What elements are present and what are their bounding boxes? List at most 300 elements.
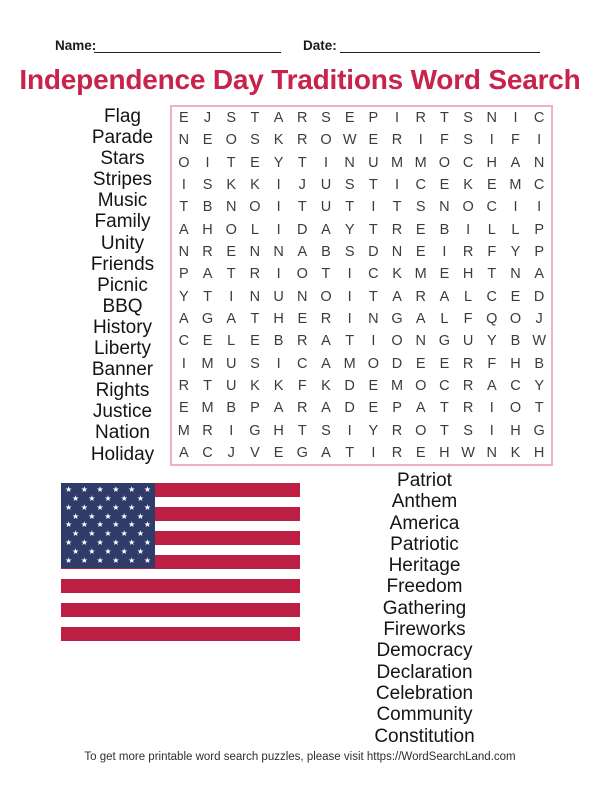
- grid-cell: N: [486, 110, 498, 127]
- grid-cell: C: [439, 377, 450, 394]
- grid-cell: I: [537, 199, 542, 216]
- grid-cell: H: [273, 310, 284, 327]
- grid-cell: J: [535, 310, 543, 327]
- star-icon: ★: [104, 529, 112, 539]
- grid-cell: T: [439, 422, 449, 439]
- grid-cell: I: [276, 221, 281, 238]
- star-icon: ★: [96, 556, 104, 566]
- word-item: Gathering: [382, 597, 467, 619]
- word-list-right: [322, 470, 527, 747]
- word-item: Celebration: [375, 682, 474, 704]
- grid-cell: O: [509, 310, 522, 327]
- star-icon: ★: [65, 502, 73, 512]
- word-item: Picnic: [97, 274, 148, 296]
- grid-cell: E: [179, 400, 189, 417]
- grid-cell: P: [179, 266, 189, 283]
- grid-cell: E: [202, 333, 213, 350]
- grid-cell: H: [462, 266, 474, 283]
- grid-cell: I: [347, 310, 352, 327]
- grid-cell: I: [347, 422, 352, 439]
- grid-cell: I: [371, 333, 376, 350]
- grid-cell: R: [320, 310, 332, 327]
- grid-cell: F: [439, 132, 449, 149]
- grid-cell: J: [203, 110, 212, 127]
- grid-cell: T: [345, 333, 355, 350]
- grid-cell: B: [439, 221, 450, 238]
- grid-cell: R: [297, 132, 308, 149]
- word-item: Stripes: [92, 169, 153, 191]
- grid-cell: R: [462, 400, 474, 417]
- word-item: Anthem: [391, 491, 458, 513]
- grid-cell: S: [463, 110, 473, 127]
- grid-cell: F: [487, 355, 497, 372]
- grid-cell: O: [391, 333, 403, 350]
- grid-cell: I: [513, 199, 518, 216]
- grid-cell: I: [489, 422, 494, 439]
- grid-cell: A: [202, 266, 213, 283]
- grid-cell: N: [415, 333, 426, 350]
- word-item: Justice: [92, 401, 153, 423]
- grid-cell: N: [225, 199, 237, 216]
- grid-cell: M: [343, 355, 356, 372]
- grid-cell: A: [415, 310, 426, 327]
- grid-cell: N: [486, 444, 498, 461]
- grid-cell: M: [201, 400, 214, 417]
- grid-cell: A: [226, 310, 237, 327]
- grid-cell: I: [537, 132, 542, 149]
- grid-cell: Y: [534, 377, 544, 394]
- grid-cell: I: [229, 422, 234, 439]
- grid-cell: T: [226, 154, 236, 171]
- grid-cell: I: [395, 110, 400, 127]
- grid-cell: M: [177, 422, 190, 439]
- star-icon: ★: [143, 556, 151, 566]
- grid-cell: K: [510, 444, 521, 461]
- grid-cell: E: [179, 110, 189, 127]
- grid-cell: S: [250, 355, 260, 372]
- word-item: Holiday: [90, 443, 155, 465]
- star-icon: ★: [120, 547, 128, 557]
- star-icon: ★: [143, 484, 151, 494]
- star-icon: ★: [112, 520, 120, 530]
- grid-cell: A: [273, 110, 284, 127]
- word-item: History: [92, 316, 153, 338]
- star-icon: ★: [136, 493, 144, 503]
- grid-cell: N: [297, 288, 308, 305]
- grid-cell: O: [415, 377, 427, 394]
- grid-cell: O: [320, 132, 332, 149]
- grid-cell: K: [392, 266, 402, 283]
- star-row: [61, 521, 155, 529]
- grid-cell: K: [226, 177, 237, 194]
- grid-cell: A: [179, 221, 189, 238]
- grid-cell: H: [439, 444, 450, 461]
- grid-cell: O: [509, 400, 522, 417]
- grid-cell: R: [391, 221, 403, 238]
- grid-cell: A: [321, 221, 331, 238]
- grid-cell: E: [297, 310, 308, 327]
- grid-cell: I: [181, 355, 186, 372]
- grid-cell: K: [273, 132, 284, 149]
- grid-cell: A: [297, 244, 308, 261]
- grid-cell: B: [510, 333, 521, 350]
- grid-cell: R: [391, 422, 403, 439]
- grid-cell: S: [202, 177, 213, 194]
- grid-cell: R: [462, 377, 474, 394]
- grid-cell: D: [344, 400, 355, 417]
- grid-cell: L: [227, 333, 236, 350]
- flag-red-stripe: [61, 579, 300, 593]
- grid-cell: W: [342, 132, 357, 149]
- grid-cell: O: [415, 422, 427, 439]
- grid-cell: O: [462, 199, 474, 216]
- star-icon: ★: [136, 529, 144, 539]
- grid-cell: T: [226, 266, 236, 283]
- star-row: [61, 548, 155, 556]
- grid-cell: T: [297, 154, 307, 171]
- word-item: Patriot: [397, 470, 452, 491]
- word-item: Community: [376, 704, 473, 726]
- grid-cell: A: [534, 266, 544, 283]
- flag-white-stripe: [61, 617, 300, 627]
- grid-cell: E: [368, 377, 379, 394]
- word-item: BBQ: [102, 295, 143, 317]
- word-item: Patriotic: [390, 533, 459, 555]
- word-item: America: [389, 512, 460, 534]
- grid-cell: R: [415, 110, 426, 127]
- grid-cell: R: [202, 422, 213, 439]
- grid-cell: O: [320, 288, 332, 305]
- grid-cell: L: [440, 310, 449, 327]
- grid-cell: I: [371, 199, 376, 216]
- star-icon: ★: [65, 520, 73, 530]
- grid-cell: A: [321, 355, 331, 372]
- grid-cell: A: [392, 288, 402, 305]
- grid-cell: E: [202, 132, 213, 149]
- grid-cell: E: [415, 355, 426, 372]
- star-icon: ★: [112, 538, 120, 548]
- grid-cell: S: [250, 132, 260, 149]
- grid-cell: A: [179, 444, 189, 461]
- grid-cell: C: [297, 355, 308, 372]
- grid-cell: S: [463, 132, 473, 149]
- grid-cell: T: [368, 177, 378, 194]
- grid-cell: R: [391, 444, 403, 461]
- grid-cell: H: [273, 422, 284, 439]
- grid-cell: S: [226, 110, 237, 127]
- grid-cell: R: [415, 288, 426, 305]
- word-item: Banner: [91, 359, 154, 381]
- grid-cell: Y: [486, 333, 497, 350]
- grid-cell: S: [321, 110, 331, 127]
- grid-cell: D: [391, 355, 403, 372]
- grid-cell: B: [202, 199, 213, 216]
- grid-cell: I: [466, 221, 471, 238]
- grid-cell: U: [225, 377, 237, 394]
- grid-cell: A: [510, 154, 521, 171]
- grid-cell: T: [297, 199, 307, 216]
- grid-cell: D: [368, 244, 379, 261]
- grid-cell: A: [486, 377, 497, 394]
- grid-cell: M: [390, 377, 404, 394]
- grid-cell: T: [345, 444, 355, 461]
- grid-cell: T: [368, 221, 378, 238]
- grid-cell: M: [414, 154, 427, 171]
- grid-cell: C: [178, 333, 190, 350]
- word-item: Unity: [100, 232, 145, 254]
- grid-cell: I: [276, 355, 281, 372]
- grid-cell: E: [368, 132, 379, 149]
- grid-cell: D: [344, 377, 355, 394]
- grid-cell: R: [297, 110, 308, 127]
- grid-cell: L: [464, 288, 473, 305]
- star-icon: ★: [112, 556, 120, 566]
- grid-cell: T: [203, 288, 212, 305]
- word-item: Stars: [100, 148, 145, 170]
- word-item: Fireworks: [383, 619, 466, 641]
- star-icon: ★: [128, 520, 136, 530]
- word-search-grid: [170, 105, 553, 466]
- grid-cell: C: [462, 154, 474, 171]
- grid-cell: C: [486, 288, 498, 305]
- star-icon: ★: [80, 538, 88, 548]
- grid-cell: R: [462, 244, 474, 261]
- grid-cell: P: [392, 400, 402, 417]
- grid-cell: L: [487, 221, 496, 238]
- grid-cell: C: [202, 444, 213, 461]
- grid-cell: F: [463, 310, 473, 327]
- star-icon: ★: [96, 484, 104, 494]
- grid-cell: S: [415, 199, 426, 216]
- grid-cell: F: [487, 244, 497, 261]
- grid-cell: E: [415, 244, 426, 261]
- grid-cell: I: [181, 177, 186, 194]
- grid-cell: R: [391, 132, 403, 149]
- grid-cell: U: [368, 154, 379, 171]
- grid-cell: U: [225, 355, 237, 372]
- name-label: Name:: [55, 38, 97, 53]
- date-label: Date:: [303, 38, 337, 53]
- grid-cell: I: [229, 288, 234, 305]
- star-icon: ★: [104, 547, 112, 557]
- grid-cell: T: [297, 422, 307, 439]
- word-item: Nation: [95, 422, 150, 444]
- grid-cell: Y: [510, 244, 521, 261]
- grid-cell: H: [510, 355, 521, 372]
- grid-cell: I: [489, 400, 494, 417]
- grid-cell: T: [534, 400, 544, 417]
- grid-cell: U: [320, 199, 332, 216]
- grid-cell: M: [509, 177, 522, 194]
- grid-cell: T: [392, 199, 402, 216]
- american-flag: [61, 483, 300, 641]
- grid-cell: B: [226, 400, 237, 417]
- grid-cell: T: [487, 266, 497, 283]
- grid-cell: O: [296, 266, 308, 283]
- word-item: Rights: [95, 380, 150, 402]
- flag-white-stripe: [61, 569, 300, 579]
- star-icon: ★: [136, 511, 144, 521]
- grid-cell: E: [415, 221, 426, 238]
- grid-cell: I: [347, 288, 352, 305]
- flag-canton: [61, 483, 155, 568]
- grid-cell: E: [273, 444, 284, 461]
- grid-cell: T: [321, 266, 331, 283]
- grid-cell: N: [391, 244, 403, 261]
- grid-cell: J: [298, 177, 306, 194]
- star-row: [61, 513, 155, 521]
- grid-cell: P: [534, 221, 544, 238]
- star-icon: ★: [112, 502, 120, 512]
- grid-cell: R: [249, 266, 261, 283]
- star-icon: ★: [65, 538, 73, 548]
- word-item: Flag: [104, 106, 141, 127]
- star-icon: ★: [104, 511, 112, 521]
- grid-cell: A: [321, 400, 331, 417]
- grid-cell: M: [390, 154, 404, 171]
- grid-cell: T: [368, 288, 378, 305]
- grid-cell: I: [418, 132, 423, 149]
- grid-cell: E: [439, 355, 450, 372]
- grid-cell: C: [533, 110, 545, 127]
- grid-cell: E: [415, 444, 426, 461]
- grid-cell: N: [249, 244, 261, 261]
- grid-cell: I: [276, 199, 281, 216]
- grid-cell: F: [511, 132, 520, 149]
- grid-cell: N: [178, 132, 190, 149]
- star-row: [61, 495, 155, 503]
- star-icon: ★: [128, 538, 136, 548]
- grid-cell: K: [463, 177, 473, 194]
- grid-cell: N: [510, 266, 521, 283]
- grid-cell: T: [439, 110, 449, 127]
- grid-cell: I: [513, 110, 518, 127]
- grid-cell: W: [461, 444, 475, 461]
- grid-cell: S: [463, 422, 473, 439]
- grid-cell: R: [178, 377, 190, 394]
- grid-cell: I: [489, 132, 494, 149]
- grid-cell: C: [533, 177, 545, 194]
- word-item: Family: [94, 211, 151, 233]
- star-icon: ★: [72, 529, 80, 539]
- grid-cell: E: [486, 177, 497, 194]
- grid-cell: H: [533, 444, 545, 461]
- grid-cell: M: [414, 266, 427, 283]
- star-icon: ★: [143, 502, 151, 512]
- grid-cell: I: [323, 154, 328, 171]
- page-title: Independence Day Traditions Word Search: [19, 64, 581, 95]
- grid-cell: F: [297, 377, 307, 394]
- star-icon: ★: [72, 547, 80, 557]
- name-input-line[interactable]: [94, 52, 281, 53]
- star-icon: ★: [96, 520, 104, 530]
- word-item: Constitution: [374, 725, 475, 747]
- grid-cell: I: [395, 177, 400, 194]
- star-icon: ★: [128, 502, 136, 512]
- grid-cell: T: [250, 110, 260, 127]
- star-icon: ★: [88, 511, 96, 521]
- grid-cell: M: [201, 355, 214, 372]
- star-icon: ★: [143, 538, 151, 548]
- grid-cell: Y: [344, 221, 355, 238]
- star-row: [61, 504, 155, 512]
- grid-cell: N: [178, 244, 190, 261]
- word-item: Parade: [91, 127, 154, 149]
- grid-cell: V: [250, 444, 260, 461]
- grid-cell: S: [344, 177, 355, 194]
- star-icon: ★: [80, 502, 88, 512]
- grid-cell: K: [273, 377, 284, 394]
- grid-cell: A: [321, 333, 331, 350]
- star-icon: ★: [120, 493, 128, 503]
- grid-cell: N: [249, 288, 261, 305]
- grid-cell: L: [511, 221, 520, 238]
- grid-cell: R: [462, 355, 474, 372]
- grid-cell: N: [533, 154, 545, 171]
- word-item: Freedom: [386, 576, 463, 598]
- grid-cell: P: [250, 400, 260, 417]
- star-row: [61, 530, 155, 538]
- grid-cell: L: [250, 221, 259, 238]
- star-icon: ★: [128, 556, 136, 566]
- grid-cell: S: [321, 422, 331, 439]
- grid-cell: A: [179, 310, 189, 327]
- grid-cell: B: [273, 333, 284, 350]
- grid-cell: I: [371, 444, 376, 461]
- flag-red-stripe: [61, 627, 300, 641]
- grid-cell: K: [321, 377, 331, 394]
- grid-cell: P: [368, 110, 379, 127]
- grid-cell: U: [273, 288, 284, 305]
- star-row: [61, 486, 155, 494]
- grid-cell: C: [510, 377, 521, 394]
- grid-cell: T: [179, 199, 189, 216]
- grid-cell: T: [203, 377, 212, 394]
- grid-cell: D: [533, 288, 545, 305]
- grid-cell: B: [534, 355, 544, 372]
- grid-cell: N: [368, 310, 379, 327]
- date-input-line[interactable]: [340, 52, 540, 53]
- star-icon: ★: [96, 502, 104, 512]
- grid-cell: O: [225, 221, 237, 238]
- star-icon: ★: [104, 493, 112, 503]
- flag-white-stripe: [61, 593, 300, 603]
- word-item: Music: [97, 190, 148, 212]
- grid-cell: A: [415, 400, 426, 417]
- grid-cell: G: [391, 310, 403, 327]
- grid-cell: S: [344, 244, 355, 261]
- grid-cell: Y: [273, 154, 284, 171]
- grid-cell: E: [368, 400, 379, 417]
- grid-cell: E: [439, 177, 450, 194]
- grid-cell: K: [250, 177, 260, 194]
- star-icon: ★: [112, 484, 120, 494]
- star-row: [61, 539, 155, 547]
- grid-cell: O: [178, 154, 190, 171]
- grid-cell: D: [297, 221, 308, 238]
- star-icon: ★: [72, 493, 80, 503]
- grid-cell: G: [438, 333, 451, 350]
- grid-cell: G: [533, 422, 545, 439]
- grid-cell: Q: [486, 310, 498, 327]
- star-icon: ★: [136, 547, 144, 557]
- grid-cell: N: [344, 154, 355, 171]
- star-icon: ★: [80, 556, 88, 566]
- grid-cell: I: [205, 154, 210, 171]
- grid-cell: O: [367, 355, 379, 372]
- star-icon: ★: [88, 529, 96, 539]
- star-icon: ★: [65, 484, 73, 494]
